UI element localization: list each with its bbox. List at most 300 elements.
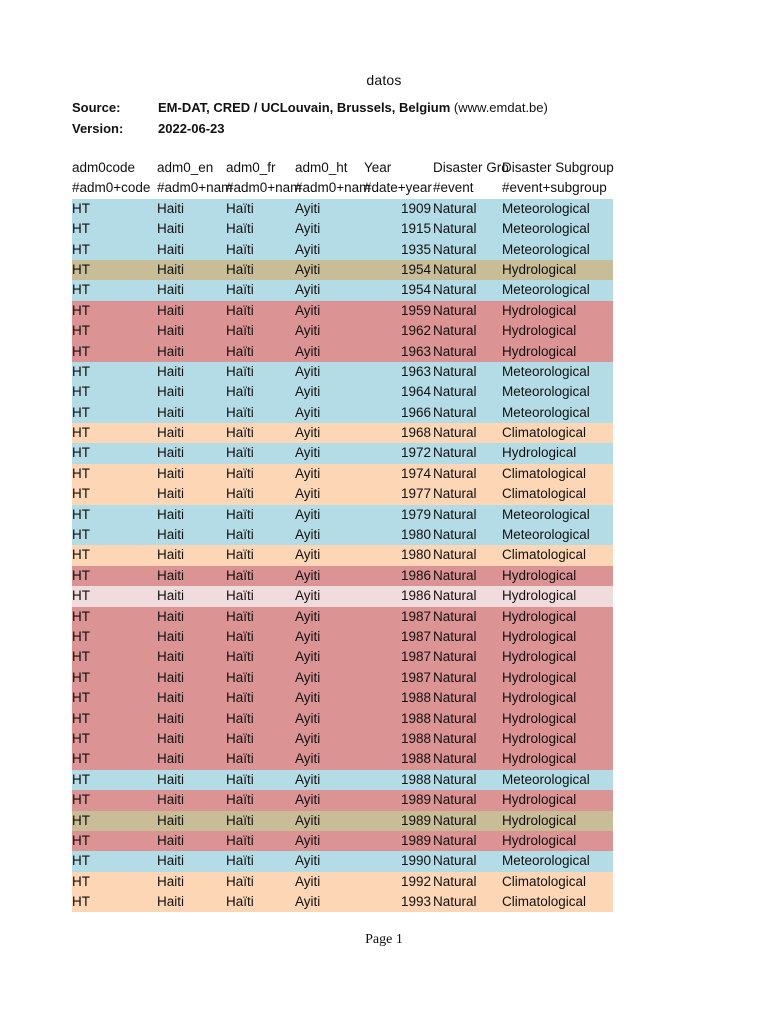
- tag-event-subgroup: #event+subgroup: [502, 180, 607, 196]
- cell-adm0code: HT: [72, 323, 90, 339]
- cell-disaster-group: Natural: [433, 261, 477, 277]
- cell-adm0-fr: Haïti: [226, 527, 254, 543]
- cell-adm0code: HT: [72, 894, 90, 910]
- cell-adm0-fr: Haïti: [226, 547, 254, 563]
- table-row: [72, 280, 613, 300]
- cell-adm0-ht: Ayiti: [295, 812, 321, 828]
- cell-disaster-group: Natural: [433, 323, 477, 339]
- cell-disaster-group: Natural: [433, 445, 477, 461]
- cell-adm0code: HT: [72, 608, 90, 624]
- cell-disaster-group: Natural: [433, 710, 477, 726]
- cell-adm0-fr: Haïti: [226, 282, 254, 298]
- cell-adm0-en: Haiti: [157, 873, 185, 889]
- cell-adm0-en: Haiti: [157, 792, 185, 808]
- cell-disaster-group: Natural: [433, 282, 477, 298]
- table-row: [72, 627, 613, 647]
- cell-disaster-subgroup: Meteorological: [502, 506, 590, 522]
- cell-adm0-ht: Ayiti: [295, 894, 321, 910]
- table-row: [72, 321, 613, 341]
- cell-disaster-group: Natural: [433, 486, 477, 502]
- cell-disaster-group: Natural: [433, 363, 477, 379]
- cell-disaster-group: Natural: [433, 649, 477, 665]
- cell-disaster-subgroup: Hydrological: [502, 628, 577, 644]
- cell-adm0code: HT: [72, 588, 90, 604]
- cell-adm0-fr: Haïti: [226, 730, 254, 746]
- cell-disaster-group: Natural: [433, 567, 477, 583]
- table-row: [72, 260, 613, 280]
- cell-year: 1989: [400, 812, 431, 828]
- cell-adm0-en: Haiti: [157, 363, 185, 379]
- cell-adm0-en: Haiti: [157, 812, 185, 828]
- cell-year: 1974: [400, 465, 431, 481]
- cell-disaster-subgroup: Meteorological: [502, 853, 590, 869]
- tag-event: #event: [433, 180, 474, 196]
- cell-adm0-en: Haiti: [157, 608, 185, 624]
- cell-year: 1980: [400, 527, 431, 543]
- header-disaster-subgroup: Disaster Subgroup: [502, 160, 614, 175]
- cell-adm0code: HT: [72, 873, 90, 889]
- cell-disaster-subgroup: Hydrological: [502, 608, 577, 624]
- cell-adm0-en: Haiti: [157, 200, 185, 216]
- cell-adm0-en: Haiti: [157, 486, 185, 502]
- cell-disaster-group: Natural: [433, 588, 477, 604]
- cell-adm0-fr: Haïti: [226, 343, 254, 359]
- table-row: [72, 851, 613, 871]
- cell-disaster-group: Natural: [433, 343, 477, 359]
- cell-year: 1963: [400, 343, 431, 359]
- cell-disaster-group: Natural: [433, 669, 477, 685]
- table-row: [72, 443, 613, 463]
- cell-adm0-fr: Haïti: [226, 261, 254, 277]
- cell-adm0-ht: Ayiti: [295, 363, 321, 379]
- cell-adm0-fr: Haïti: [226, 221, 254, 237]
- cell-disaster-group: Natural: [433, 221, 477, 237]
- cell-disaster-subgroup: Climatological: [502, 894, 587, 910]
- version-line: [72, 121, 225, 136]
- page-number: Page 1: [365, 932, 403, 947]
- cell-adm0code: HT: [72, 690, 90, 706]
- table-row: [72, 770, 613, 790]
- cell-disaster-subgroup: Meteorological: [502, 771, 590, 787]
- cell-year: 1977: [400, 486, 431, 502]
- cell-adm0code: HT: [72, 567, 90, 583]
- cell-disaster-group: Natural: [433, 527, 477, 543]
- cell-adm0-en: Haiti: [157, 853, 185, 869]
- cell-adm0code: HT: [72, 832, 90, 848]
- cell-adm0code: HT: [72, 628, 90, 644]
- cell-adm0-ht: Ayiti: [295, 343, 321, 359]
- cell-disaster-subgroup: Hydrological: [502, 669, 577, 685]
- cell-adm0-en: Haiti: [157, 261, 185, 277]
- header-adm0-ht: adm0_ht: [295, 160, 348, 175]
- cell-adm0-ht: Ayiti: [295, 628, 321, 644]
- cell-year: 1986: [400, 588, 431, 604]
- source-line: [72, 100, 548, 115]
- cell-adm0-ht: Ayiti: [295, 853, 321, 869]
- tag-adm0-ht: #adm0+nam: [295, 180, 371, 196]
- cell-adm0-ht: Ayiti: [295, 730, 321, 746]
- cell-disaster-subgroup: Meteorological: [502, 404, 590, 420]
- cell-adm0-fr: Haïti: [226, 873, 254, 889]
- cell-adm0-en: Haiti: [157, 241, 185, 257]
- cell-adm0code: HT: [72, 527, 90, 543]
- cell-disaster-group: Natural: [433, 894, 477, 910]
- table-row: [72, 199, 613, 219]
- cell-disaster-subgroup: Hydrological: [502, 588, 577, 604]
- tag-adm0code: #adm0+code: [72, 180, 151, 196]
- cell-adm0-ht: Ayiti: [295, 873, 321, 889]
- cell-adm0-ht: Ayiti: [295, 792, 321, 808]
- table-row: [72, 566, 613, 586]
- cell-disaster-subgroup: Hydrological: [502, 832, 577, 848]
- cell-adm0code: HT: [72, 547, 90, 563]
- cell-year: 1987: [400, 608, 431, 624]
- table-row: [72, 709, 613, 729]
- cell-adm0-en: Haiti: [157, 547, 185, 563]
- cell-adm0-ht: Ayiti: [295, 445, 321, 461]
- table-row: [72, 301, 613, 321]
- cell-adm0-en: Haiti: [157, 221, 185, 237]
- cell-adm0-fr: Haïti: [226, 200, 254, 216]
- version-label: Version:: [72, 121, 124, 136]
- cell-disaster-group: Natural: [433, 812, 477, 828]
- cell-adm0-en: Haiti: [157, 465, 185, 481]
- cell-disaster-group: Natural: [433, 302, 477, 318]
- table-row: [72, 668, 613, 688]
- cell-adm0-fr: Haïti: [226, 710, 254, 726]
- tag-adm0-fr: #adm0+nam: [226, 180, 302, 196]
- cell-year: 1987: [400, 649, 431, 665]
- cell-disaster-group: Natural: [433, 465, 477, 481]
- cell-year: 1988: [400, 771, 431, 787]
- cell-adm0-ht: Ayiti: [295, 567, 321, 583]
- cell-disaster-group: Natural: [433, 608, 477, 624]
- cell-adm0-en: Haiti: [157, 690, 185, 706]
- table-row: [72, 484, 613, 504]
- page-title: datos: [366, 72, 402, 88]
- table-row: [72, 525, 613, 545]
- cell-adm0-en: Haiti: [157, 323, 185, 339]
- cell-adm0-ht: Ayiti: [295, 710, 321, 726]
- cell-disaster-group: Natural: [433, 425, 477, 441]
- table-row: [72, 749, 613, 769]
- cell-adm0code: HT: [72, 200, 90, 216]
- cell-adm0-en: Haiti: [157, 669, 185, 685]
- cell-disaster-group: Natural: [433, 751, 477, 767]
- cell-disaster-subgroup: Meteorological: [502, 384, 590, 400]
- source-value: EM-DAT, CRED / UCLouvain, Brussels, Belgium: [158, 100, 451, 115]
- cell-adm0-ht: Ayiti: [295, 384, 321, 400]
- cell-adm0-ht: Ayiti: [295, 425, 321, 441]
- cell-adm0-en: Haiti: [157, 302, 185, 318]
- cell-adm0-en: Haiti: [157, 832, 185, 848]
- cell-adm0code: HT: [72, 363, 90, 379]
- header-disaster-group: Disaster Gro: [433, 160, 509, 175]
- cell-adm0-fr: Haïti: [226, 588, 254, 604]
- cell-year: 1954: [400, 261, 431, 277]
- tag-row: [72, 178, 613, 198]
- cell-adm0-fr: Haïti: [226, 465, 254, 481]
- table-row: [72, 688, 613, 708]
- cell-adm0-en: Haiti: [157, 588, 185, 604]
- cell-adm0-ht: Ayiti: [295, 221, 321, 237]
- cell-disaster-group: Natural: [433, 200, 477, 216]
- cell-adm0code: HT: [72, 465, 90, 481]
- cell-year: 1989: [400, 832, 431, 848]
- cell-year: 1962: [400, 323, 431, 339]
- cell-disaster-subgroup: Hydrological: [502, 261, 577, 277]
- cell-adm0-en: Haiti: [157, 506, 185, 522]
- cell-adm0-fr: Haïti: [226, 894, 254, 910]
- cell-adm0code: HT: [72, 853, 90, 869]
- table-row: [72, 464, 613, 484]
- cell-adm0-ht: Ayiti: [295, 200, 321, 216]
- cell-adm0-ht: Ayiti: [295, 669, 321, 685]
- cell-adm0code: HT: [72, 384, 90, 400]
- cell-adm0-fr: Haïti: [226, 690, 254, 706]
- cell-adm0-fr: Haïti: [226, 812, 254, 828]
- cell-year: 1915: [400, 221, 431, 237]
- cell-disaster-group: Natural: [433, 832, 477, 848]
- cell-adm0-en: Haiti: [157, 730, 185, 746]
- cell-year: 1968: [400, 425, 431, 441]
- cell-disaster-group: Natural: [433, 873, 477, 889]
- cell-year: 1935: [400, 241, 431, 257]
- cell-adm0-en: Haiti: [157, 445, 185, 461]
- cell-adm0-fr: Haïti: [226, 649, 254, 665]
- table-row: [72, 607, 613, 627]
- cell-adm0-ht: Ayiti: [295, 241, 321, 257]
- cell-adm0code: HT: [72, 486, 90, 502]
- cell-disaster-subgroup: Climatological: [502, 486, 587, 502]
- cell-year: 1980: [400, 547, 431, 563]
- tag-adm0-en: #adm0+nam: [157, 180, 233, 196]
- cell-adm0-ht: Ayiti: [295, 547, 321, 563]
- cell-adm0-fr: Haïti: [226, 628, 254, 644]
- header-row: [72, 158, 613, 178]
- header-adm0-fr: adm0_fr: [226, 160, 276, 175]
- cell-disaster-subgroup: Hydrological: [502, 812, 577, 828]
- cell-disaster-subgroup: Meteorological: [502, 282, 590, 298]
- cell-disaster-group: Natural: [433, 628, 477, 644]
- cell-adm0code: HT: [72, 730, 90, 746]
- cell-disaster-subgroup: Meteorological: [502, 200, 590, 216]
- cell-adm0code: HT: [72, 343, 90, 359]
- cell-adm0-fr: Haïti: [226, 792, 254, 808]
- table-row: [72, 892, 613, 912]
- table-row: [72, 831, 613, 851]
- cell-year: 1909: [400, 200, 431, 216]
- cell-disaster-group: Natural: [433, 853, 477, 869]
- cell-disaster-subgroup: Meteorological: [502, 221, 590, 237]
- cell-adm0-fr: Haïti: [226, 608, 254, 624]
- cell-adm0-en: Haiti: [157, 649, 185, 665]
- cell-adm0-ht: Ayiti: [295, 690, 321, 706]
- cell-adm0code: HT: [72, 649, 90, 665]
- cell-adm0code: HT: [72, 710, 90, 726]
- cell-disaster-group: Natural: [433, 730, 477, 746]
- cell-disaster-subgroup: Meteorological: [502, 527, 590, 543]
- cell-disaster-subgroup: Hydrological: [502, 445, 577, 461]
- cell-adm0code: HT: [72, 506, 90, 522]
- cell-adm0code: HT: [72, 669, 90, 685]
- cell-adm0-fr: Haïti: [226, 302, 254, 318]
- cell-disaster-subgroup: Hydrological: [502, 730, 577, 746]
- cell-disaster-group: Natural: [433, 792, 477, 808]
- cell-disaster-subgroup: Hydrological: [502, 649, 577, 665]
- cell-year: 1988: [400, 710, 431, 726]
- cell-adm0code: HT: [72, 445, 90, 461]
- cell-adm0code: HT: [72, 751, 90, 767]
- cell-adm0-ht: Ayiti: [295, 527, 321, 543]
- cell-year: 1954: [400, 282, 431, 298]
- table-row: [72, 382, 613, 402]
- cell-year: 1988: [400, 751, 431, 767]
- cell-adm0code: HT: [72, 425, 90, 441]
- cell-adm0code: HT: [72, 241, 90, 257]
- table-row: [72, 505, 613, 525]
- table-row: [72, 423, 613, 443]
- cell-year: 1986: [400, 567, 431, 583]
- cell-adm0code: HT: [72, 261, 90, 277]
- cell-disaster-subgroup: Climatological: [502, 425, 587, 441]
- cell-year: 1988: [400, 730, 431, 746]
- cell-year: 1959: [400, 302, 431, 318]
- cell-adm0-en: Haiti: [157, 751, 185, 767]
- header-adm0-en: adm0_en: [157, 160, 214, 175]
- table-row: [72, 790, 613, 810]
- cell-year: 1987: [400, 669, 431, 685]
- cell-disaster-group: Natural: [433, 404, 477, 420]
- cell-adm0-fr: Haïti: [226, 323, 254, 339]
- cell-adm0-en: Haiti: [157, 343, 185, 359]
- tag-year: #date+year: [364, 180, 432, 196]
- cell-adm0-en: Haiti: [157, 425, 185, 441]
- table-row: [72, 811, 613, 831]
- table-row: [72, 403, 613, 423]
- version-value: 2022-06-23: [158, 121, 225, 136]
- cell-disaster-subgroup: Hydrological: [502, 751, 577, 767]
- table-row: [72, 545, 613, 565]
- cell-adm0-ht: Ayiti: [295, 751, 321, 767]
- cell-year: 1988: [400, 690, 431, 706]
- cell-adm0-ht: Ayiti: [295, 282, 321, 298]
- cell-disaster-group: Natural: [433, 690, 477, 706]
- cell-year: 1990: [400, 853, 431, 869]
- cell-disaster-subgroup: Hydrological: [502, 343, 577, 359]
- cell-adm0code: HT: [72, 792, 90, 808]
- cell-disaster-subgroup: Climatological: [502, 873, 587, 889]
- cell-adm0-fr: Haïti: [226, 669, 254, 685]
- cell-adm0-en: Haiti: [157, 567, 185, 583]
- table-row: [72, 219, 613, 239]
- cell-disaster-subgroup: Climatological: [502, 465, 587, 481]
- cell-disaster-subgroup: Climatological: [502, 547, 587, 563]
- cell-disaster-group: Natural: [433, 506, 477, 522]
- cell-adm0-fr: Haïti: [226, 832, 254, 848]
- cell-adm0-en: Haiti: [157, 282, 185, 298]
- cell-adm0-fr: Haïti: [226, 425, 254, 441]
- cell-year: 1963: [400, 363, 431, 379]
- cell-adm0-fr: Haïti: [226, 567, 254, 583]
- cell-disaster-subgroup: Hydrological: [502, 710, 577, 726]
- cell-adm0-fr: Haïti: [226, 506, 254, 522]
- table-row: [72, 729, 613, 749]
- cell-adm0-ht: Ayiti: [295, 486, 321, 502]
- cell-adm0-ht: Ayiti: [295, 588, 321, 604]
- cell-adm0-fr: Haïti: [226, 771, 254, 787]
- cell-adm0-fr: Haïti: [226, 241, 254, 257]
- cell-year: 1979: [400, 506, 431, 522]
- table-row: [72, 872, 613, 892]
- cell-adm0code: HT: [72, 771, 90, 787]
- cell-adm0-en: Haiti: [157, 384, 185, 400]
- table-row: [72, 586, 613, 606]
- cell-disaster-subgroup: Meteorological: [502, 363, 590, 379]
- cell-disaster-subgroup: Hydrological: [502, 792, 577, 808]
- cell-adm0code: HT: [72, 302, 90, 318]
- cell-adm0-en: Haiti: [157, 628, 185, 644]
- cell-disaster-group: Natural: [433, 384, 477, 400]
- cell-adm0-ht: Ayiti: [295, 404, 321, 420]
- table-row: [72, 342, 613, 362]
- cell-disaster-subgroup: Hydrological: [502, 302, 577, 318]
- cell-adm0-fr: Haïti: [226, 404, 254, 420]
- cell-adm0-en: Haiti: [157, 404, 185, 420]
- source-url: (www.emdat.be): [453, 100, 548, 115]
- cell-year: 1989: [400, 792, 431, 808]
- cell-adm0-en: Haiti: [157, 771, 185, 787]
- cell-adm0code: HT: [72, 812, 90, 828]
- cell-disaster-subgroup: Hydrological: [502, 690, 577, 706]
- cell-year: 1966: [400, 404, 431, 420]
- cell-adm0-ht: Ayiti: [295, 649, 321, 665]
- cell-adm0-ht: Ayiti: [295, 465, 321, 481]
- cell-adm0-fr: Haïti: [226, 445, 254, 461]
- cell-adm0-ht: Ayiti: [295, 608, 321, 624]
- cell-adm0-en: Haiti: [157, 710, 185, 726]
- cell-adm0-ht: Ayiti: [295, 323, 321, 339]
- cell-disaster-group: Natural: [433, 771, 477, 787]
- cell-year: 1972: [400, 445, 431, 461]
- cell-adm0-ht: Ayiti: [295, 832, 321, 848]
- cell-adm0code: HT: [72, 221, 90, 237]
- cell-adm0-en: Haiti: [157, 527, 185, 543]
- cell-disaster-group: Natural: [433, 547, 477, 563]
- cell-year: 1964: [400, 384, 431, 400]
- header-adm0code: adm0code: [72, 160, 136, 175]
- table-row: [72, 240, 613, 260]
- table-body: [72, 199, 613, 913]
- cell-adm0-en: Haiti: [157, 894, 185, 910]
- cell-year: 1987: [400, 628, 431, 644]
- cell-disaster-subgroup: Meteorological: [502, 241, 590, 257]
- data-table: [72, 158, 613, 912]
- cell-adm0-fr: Haïti: [226, 384, 254, 400]
- cell-disaster-group: Natural: [433, 241, 477, 257]
- cell-adm0-fr: Haïti: [226, 363, 254, 379]
- cell-adm0-ht: Ayiti: [295, 261, 321, 277]
- cell-adm0-fr: Haïti: [226, 853, 254, 869]
- cell-adm0-ht: Ayiti: [295, 771, 321, 787]
- cell-adm0-ht: Ayiti: [295, 506, 321, 522]
- cell-year: 1992: [400, 873, 431, 889]
- cell-adm0-fr: Haïti: [226, 751, 254, 767]
- source-label: Source:: [72, 100, 121, 115]
- table-row: [72, 647, 613, 667]
- cell-year: 1993: [400, 894, 431, 910]
- cell-adm0-fr: Haïti: [226, 486, 254, 502]
